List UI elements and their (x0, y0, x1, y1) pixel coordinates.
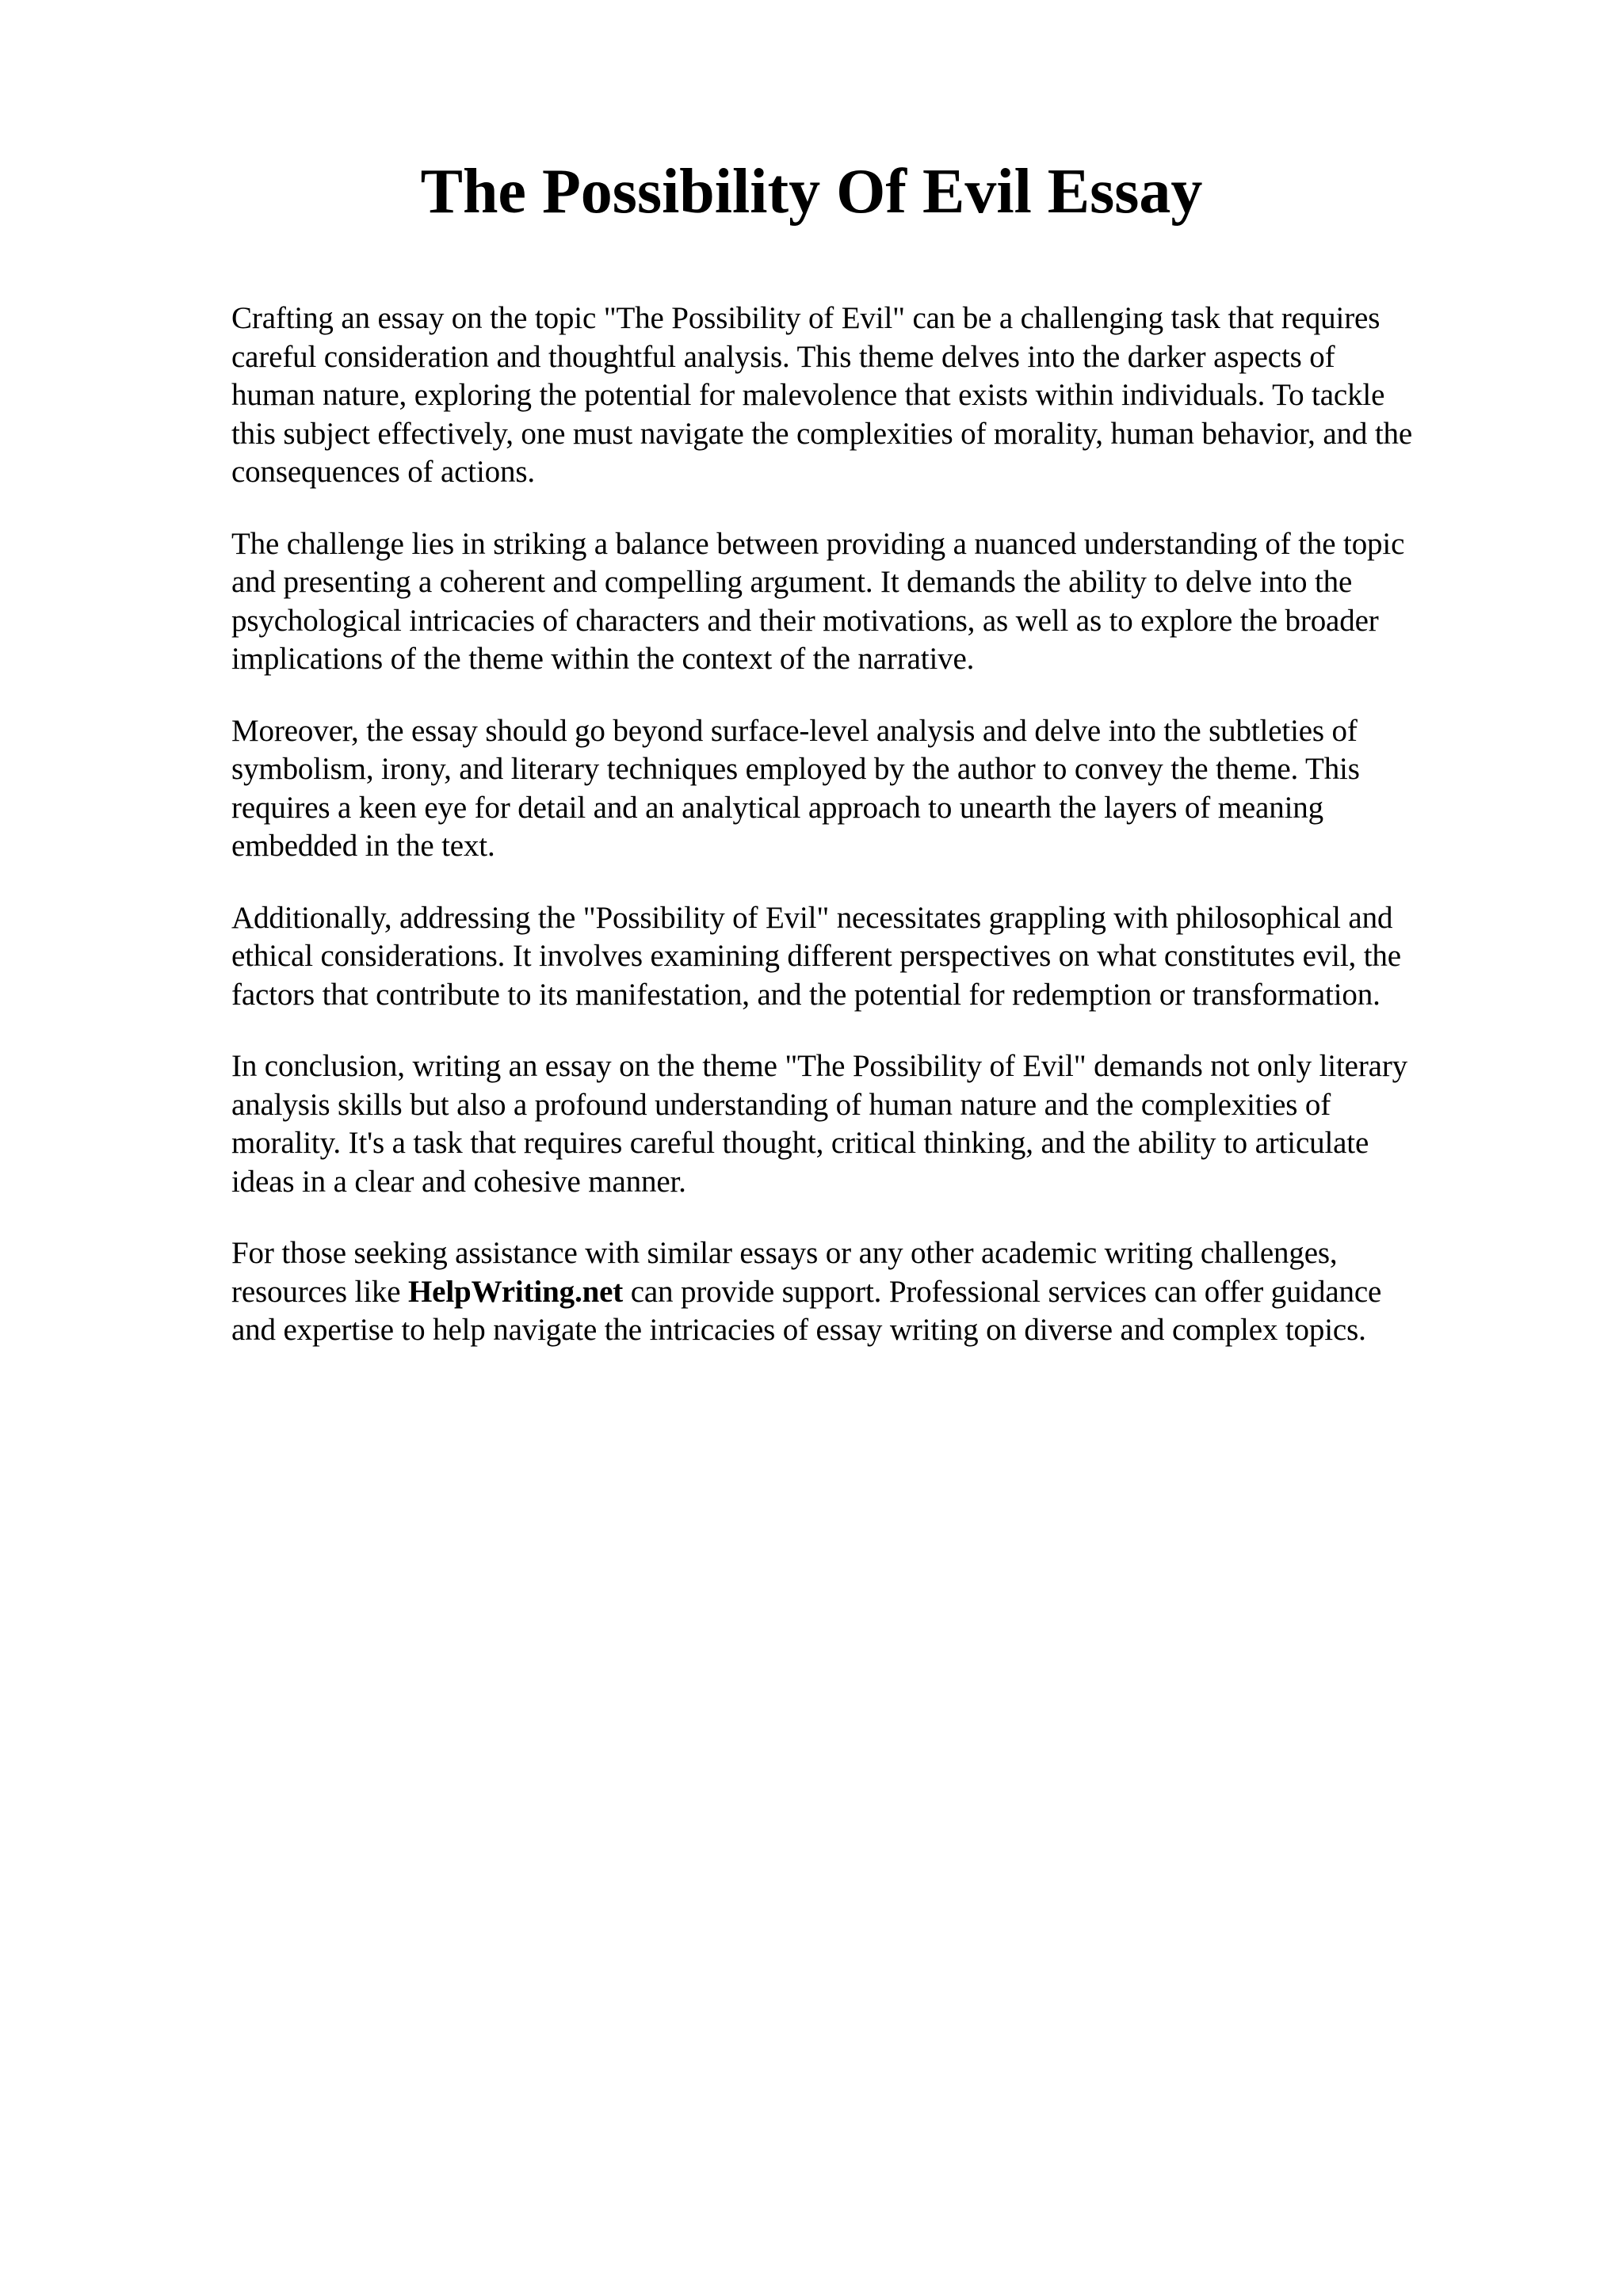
text-line: morality. It's a task that requires careful thought, critical thinking, and the ability to articulate (231, 1126, 1369, 1160)
text-line: embedded in the text. (231, 829, 495, 863)
paragraph-closing (231, 1234, 1515, 1350)
text-line: factors that contribute to its manifestation, and the potential for redemption or transformation. (231, 977, 1381, 1012)
text-line: consequences of actions. (231, 455, 536, 489)
text-line: Additionally, addressing the "Possibility of Evil" necessitates grappling with philosophical and (231, 900, 1393, 935)
text-line: symbolism, irony, and literary techniques employed by the author to convey the theme. This (231, 752, 1360, 786)
text-line: and presenting a coherent and compelling argument. It demands the ability to delve into the (231, 565, 1353, 599)
text-line: this subject effectively, one must navigate the complexities of morality, human behavior, and the (231, 416, 1413, 451)
text-line: ideas in a clear and cohesive manner. (231, 1164, 686, 1199)
text-line: ethical considerations. It involves examining different perspectives on what constitutes evil, the (231, 939, 1401, 973)
brand-name: HelpWriting.net (408, 1274, 624, 1309)
text-line: psychological intricacies of characters and their motivations, as well as to explore the broader (231, 603, 1379, 638)
text-segment: resources like (231, 1274, 408, 1309)
text-line: For those seeking assistance with similar essays or any other academic writing challenges, (231, 1236, 1338, 1270)
page-title: The Possibility Of Evil Essay (420, 157, 1203, 227)
text-line (231, 1273, 1515, 1312)
text-line: human nature, exploring the potential for malevolence that exists within individuals. To tackle (231, 378, 1385, 412)
text-line: careful consideration and thoughtful analysis. This theme delves into the darker aspects of (231, 339, 1335, 374)
text-line: implications of the theme within the context of the narrative. (231, 642, 975, 676)
paragraph-2 (231, 525, 1515, 679)
text-segment: can provide support. Professional services can offer guidance (623, 1274, 1382, 1309)
paragraph-5 (231, 1047, 1515, 1201)
text-line: requires a keen eye for detail and an analytical approach to unearth the layers of meaning (231, 790, 1323, 825)
text-line: The challenge lies in striking a balance between providing a nuanced understanding of the topic (231, 526, 1405, 561)
text-line: analysis skills but also a profound understanding of human nature and the complexities of (231, 1087, 1331, 1122)
paragraph-4 (231, 899, 1515, 1015)
text-line: and expertise to help navigate the intricacies of essay writing on diverse and complex topics. (231, 1313, 1366, 1347)
text-line: Crafting an essay on the topic "The Possibility of Evil" can be a challenging task that requires (231, 301, 1381, 335)
text-line: In conclusion, writing an essay on the theme "The Possibility of Evil" demands not only literary (231, 1049, 1408, 1083)
paragraph-1 (231, 299, 1515, 492)
paragraph-3 (231, 712, 1515, 866)
text-line: Moreover, the essay should go beyond surface-level analysis and delve into the subtleties of (231, 713, 1358, 748)
essay-body (231, 299, 1515, 1383)
